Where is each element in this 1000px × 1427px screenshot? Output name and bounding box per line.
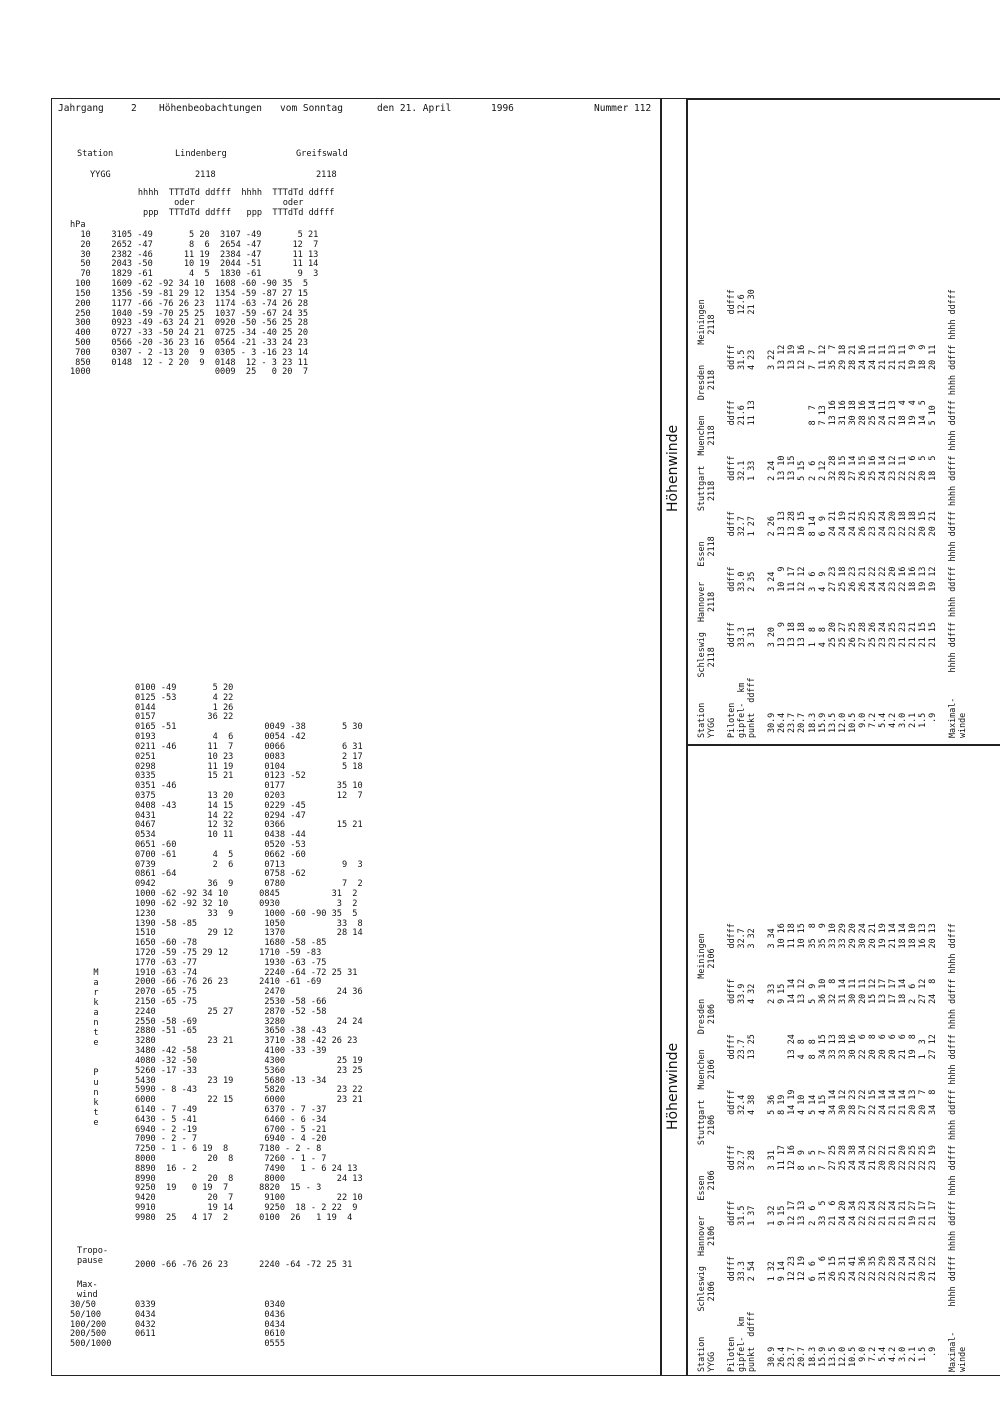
table-row: 2150 -65 -75 2530 -58 -66 xyxy=(135,997,327,1007)
table-row: 5260 -17 -33 5360 23 25 xyxy=(135,1065,363,1076)
maxwind-level: 100/200 xyxy=(70,1319,107,1330)
table-row: 2000 -66 -76 26 23 2410 -61 -69 xyxy=(135,977,322,988)
table-row: 1720 -59 -75 29 12 1710 -59 -83 xyxy=(135,947,322,958)
winds-section-divider xyxy=(686,744,1000,746)
table-row: 1650 -60 -78 1680 -58 -85 xyxy=(135,938,327,949)
maxwind-level: 50/100 xyxy=(70,1309,102,1320)
table-row: 0739 2 6 0713 9 3 xyxy=(135,859,363,870)
table-row: 1510 29 12 1370 28 14 xyxy=(135,928,363,939)
table-row: 0251 10 23 0083 2 17 xyxy=(135,751,363,762)
markante-letter: t xyxy=(93,1028,99,1038)
table-row: 6000 22 15 6000 23 21 xyxy=(135,1095,363,1106)
report-year: 1996 xyxy=(491,103,514,114)
table-row: 9420 20 7 9100 22 10 xyxy=(135,1193,363,1204)
table-row: 0351 -46 0177 35 10 xyxy=(135,781,363,792)
punkte-letter: P xyxy=(93,1068,99,1078)
table-row: 6140 - 7 -49 6370 - 7 -37 xyxy=(135,1104,327,1115)
hoehenwinde-label-lower: Höhenwinde xyxy=(665,1042,681,1130)
table-row: 0375 13 20 0203 12 7 xyxy=(135,790,363,801)
table-row: 5990 - 8 -43 5820 23 22 xyxy=(135,1085,363,1096)
table-row: 30 2382 -46 11 19 2384 -47 11 13 xyxy=(70,249,319,260)
yygg-greifswald: 2118 xyxy=(316,170,337,180)
report-day: vom Sonntag xyxy=(280,103,343,114)
maxwind-level: 200/500 xyxy=(70,1329,107,1340)
table-row: 200 1177 -66 -76 26 23 1174 -63 -74 26 28 xyxy=(70,298,308,309)
table-row: 0408 -43 14 15 0229 -45 xyxy=(135,800,306,811)
table-row: 250 1040 -59 -70 25 25 1037 -59 -67 24 35 xyxy=(70,308,308,319)
table-row: 7090 - 2 - 7 6940 - 4 -20 xyxy=(135,1134,327,1145)
table-row: 1230 33 9 1000 -60 -90 35 5 xyxy=(135,908,358,919)
hoehenwinde-label-upper: Höhenwinde xyxy=(665,424,681,512)
markante-label xyxy=(90,968,102,1048)
table-row: 0165 -51 0049 -38 5 30 xyxy=(135,722,363,733)
punkte-label xyxy=(90,1068,102,1128)
markante-letter: M xyxy=(93,968,99,978)
markante-letter: k xyxy=(93,998,99,1008)
report-number: Nummer 112 xyxy=(594,103,652,114)
markante-letter: a xyxy=(93,1008,99,1018)
table-row: 0157 36 22 xyxy=(135,712,234,723)
station-greifswald: Greifswald xyxy=(296,149,348,159)
table-row: 0144 1 26 xyxy=(135,702,234,713)
maxwind-level: 500/1000 xyxy=(70,1339,112,1350)
markante-letter: r xyxy=(93,988,99,998)
table-row: 1390 -58 -85 1050 33 8 xyxy=(135,918,363,929)
maxwind-row: 0432 0434 xyxy=(135,1319,286,1330)
table-row: 1000 -62 -92 34 10 0845 31 2 xyxy=(135,889,358,900)
table-row: 850 0148 12 - 2 20 9 0148 12 - 3 23 11 xyxy=(70,357,308,368)
table-row: 20 2652 -47 8 6 2654 -47 12 7 xyxy=(70,239,319,250)
table-row: 700 0307 - 2 -13 20 9 0305 - 3 -16 23 14 xyxy=(70,347,308,358)
upper-winds-table: Station Schleswig Hannover Essen Stuttgart Muenchen Dresden Meiningen YYGG 2118 2118 2118 2118 2118 2118 2118 Piloten ddfff ddfff ddfff ddfff ddfff ddfff ddfff gipfel- km 33.3 33.0 32.7 32.1 21.6 31.5 12.6 punkt ddfff 3 31 2 35 1 27 1 33 11 13 4 23 21 30 30.9 3 20 3 24 2 26 2 24 3 22 26.4 13 9 10 9 13 13 13 10 13 12 23.7 13 18 11 17 13 28 13 15 13 19 20.7 13 18 12 12 10 15 5 15 12 16 18.3 1 8 3 6 8 14 2 6 8 7 7 7 15.9 4 8 4 9 6 9 2 12 7 13 11 12 13.5 25 20 27 23 24 21 32 28 13 16 35 7 12.0 25 27 25 18 24 19 28 15 31 16 29 18 10.5 26 25 26 23 24 21 27 14 30 18 28 21 9.0 27 28 26 21 26 25 26 15 28 16 24 16 7.2 25 26 24 22 23 25 25 16 25 14 24 11 5.4 23 24 24 22 24 24 24 14 24 11 21 11 4.2 23 25 23 20 23 20 23 12 21 13 21 13 3.0 21 23 22 16 22 18 22 11 18 4 21 11 2.1 21 21 18 16 22 18 22 6 19 4 19 9 1.5 21 15 19 13 20 15 20 5 14 5 18 9 .9 21 15 19 12 20 21 18 5 5 10 20 11 Maximal- hhhh ddfff hhhh ddfff hhhh ddfff hhhh ddfff hhhh ddfff hhhh ddfff hhhh ddfff winde xyxy=(696,289,968,738)
table-row: 8890 16 - 2 7490 1 - 6 24 13 xyxy=(135,1163,358,1174)
report-title: Höhenbeobachtungen xyxy=(159,103,262,114)
label-strip-divider xyxy=(686,98,688,1376)
maxwind-row: 0555 xyxy=(135,1339,286,1350)
table-row: 5430 23 19 5680 -13 -34 xyxy=(135,1075,327,1086)
table-row: 500 0566 -20 -36 23 16 0564 -21 -33 24 23 xyxy=(70,337,308,348)
significant-points-table xyxy=(135,684,363,1224)
column-headers: hhhh TTTdTd ddfff hhhh TTTdTd ddfff oder oder ppp TTTdTd ddfff ppp TTTdTd ddfff xyxy=(137,188,335,218)
table-row: 70 1829 -61 4 5 1830 -61 9 3 xyxy=(70,269,319,280)
station-lindenberg: Lindenberg xyxy=(175,149,227,159)
table-row: 3480 -42 -58 4100 -33 -39 xyxy=(135,1046,327,1057)
punkte-letter: k xyxy=(93,1098,99,1108)
maxwind-row: 0611 0610 xyxy=(135,1329,286,1340)
markante-letter: e xyxy=(93,1038,99,1048)
table-row: 300 0923 -49 -63 24 21 0920 -50 -56 25 28 xyxy=(70,318,308,329)
punkte-letter: e xyxy=(93,1118,99,1128)
maxwind-level: 30/50 xyxy=(70,1300,96,1310)
punkte-letter: t xyxy=(93,1108,99,1118)
table-row: 2070 -65 -75 2470 24 36 xyxy=(135,987,363,998)
maxwind-row: 0339 0340 xyxy=(135,1300,286,1310)
table-row: 0942 36 9 0780 7 2 xyxy=(135,879,363,890)
table-row: 8990 20 8 8000 24 13 xyxy=(135,1173,363,1184)
maxwind-levels xyxy=(70,1301,111,1350)
table-row: 10 3105 -49 5 20 3107 -49 5 21 xyxy=(70,230,319,240)
jahrgang-label: Jahrgang xyxy=(58,103,104,114)
table-row: 100 1609 -62 -92 34 10 1608 -60 -90 35 5 xyxy=(70,279,308,290)
table-row: 400 0727 -33 -50 24 21 0725 -34 -40 25 20 xyxy=(70,328,308,339)
table-row: 4080 -32 -50 4300 25 19 xyxy=(135,1055,363,1066)
punkte-letter: u xyxy=(93,1078,99,1088)
table-row: 0335 15 21 0123 -52 xyxy=(135,771,306,782)
table-row: 0467 12 32 0366 15 21 xyxy=(135,820,363,831)
table-row: 2240 25 27 2870 -52 -58 xyxy=(135,1006,327,1017)
table-row: 0861 -64 0758 -62 xyxy=(135,869,306,880)
maxwind-label: Max- wind xyxy=(77,1280,98,1300)
lower-winds-table: Station Schleswig Hannover Essen Stuttgart Muenchen Dresden Meiningen YYGG 2106 2106 2106 2106 2106 2106 2106 Piloten ddfff ddfff ddfff ddfff ddfff ddfff ddfff gipfel- km 33.3 31.5 32.7 32.4 23.7 33.9 32.7 punkt ddfff 2 54 1 37 3 28 4 38 13 25 4 32 3 32 30.9 1 32 1 32 3 31 5 36 2 33 3 34 26.4 9 14 9 15 11 17 8 19 9 15 10 16 23.7 12 23 12 17 12 16 14 19 13 24 14 14 11 18 20.7 12 19 13 13 8 9 4 10 4 8 13 12 10 15 18.3 6 6 2 6 5 5 5 14 8 8 5 9 35 8 15.9 31 6 33 5 7 7 4 15 34 15 36 10 35 9 13.5 26 15 21 6 27 25 34 14 33 13 32 8 33 10 12.0 25 31 24 20 25 28 30 12 33 18 31 14 33 29 10.5 24 41 24 34 24 38 28 23 30 16 30 11 29 20 9.0 22 36 22 23 24 34 27 22 22 6 20 11 30 24 7.2 22 35 22 24 21 22 22 15 20 8 15 12 20 21 5.4 22 29 21 22 20 22 24 14 20 6 13 17 19 19 4.2 22 28 21 24 20 21 21 14 20 6 17 17 21 14 3.0 22 24 21 21 22 20 21 14 21 6 18 14 18 14 2.1 21 24 19 27 22 25 20 13 19 8 2 6 18 10 1.5 20 22 21 17 22 25 20 7 1 3 27 12 16 13 .9 21 22 21 17 23 19 34 8 27 12 24 8 20 13 Maximal- hhhh ddfff hhhh ddfff hhhh ddfff hhhh ddfff hhhh ddfff hhhh ddfff hhhh ddfff winde xyxy=(696,923,968,1372)
table-row: 8000 20 8 7260 - 1 - 7 xyxy=(135,1154,327,1164)
table-row: 9250 19 0 19 7 8820 15 - 3 xyxy=(135,1183,322,1194)
table-row: 0700 -61 4 5 0662 -60 xyxy=(135,849,306,860)
maxwind-row: 0434 0436 xyxy=(135,1309,286,1320)
left-panel-divider xyxy=(660,98,662,1376)
yygg-lindenberg: 2118 xyxy=(195,170,216,180)
table-row: 2550 -58 -69 3280 24 24 xyxy=(135,1016,363,1027)
table-row: 7250 - 1 - 6 19 8 7180 - 2 - 8 xyxy=(135,1144,322,1155)
maxwind-values xyxy=(135,1301,285,1350)
table-row: 50 2043 -50 10 19 2044 -51 11 14 xyxy=(70,259,319,270)
yygg-label: YYGG xyxy=(90,170,111,180)
table-row: 9910 19 14 9250 18 - 2 22 9 xyxy=(135,1203,358,1214)
table-row: 1090 -62 -92 32 10 0930 3 2 xyxy=(135,898,358,909)
table-row: 0651 -60 0520 -53 xyxy=(135,840,306,850)
markante-letter: n xyxy=(93,1018,99,1028)
standard-levels-table xyxy=(70,231,318,378)
table-row: 0193 4 6 0054 -42 xyxy=(135,732,306,743)
table-row: 0534 10 11 0438 -44 xyxy=(135,830,306,841)
table-row: 6430 - 5 -41 6460 - 6 -34 xyxy=(135,1114,327,1125)
table-row: 3280 23 21 3710 -38 -42 26 23 xyxy=(135,1036,358,1047)
table-row: 1910 -63 -74 2240 -64 -72 25 31 xyxy=(135,967,358,978)
table-row: 0298 11 19 0104 5 18 xyxy=(135,761,363,772)
station-label: Station xyxy=(77,149,114,159)
table-row: 2880 -51 -65 3650 -38 -43 xyxy=(135,1026,327,1037)
table-row: 0211 -46 11 7 0066 6 31 xyxy=(135,741,363,752)
table-row: 1000 0009 25 0 20 7 xyxy=(70,367,308,378)
tropopause-label: Tropo- pause xyxy=(77,1246,109,1266)
markante-letter: a xyxy=(93,978,99,988)
top-right-rule xyxy=(686,98,1000,100)
table-row: 0100 -49 5 20 xyxy=(135,683,234,693)
table-row: 0125 -53 4 22 xyxy=(135,692,234,703)
table-row: 0431 14 22 0294 -47 xyxy=(135,810,306,821)
tropopause-row: 2000 -66 -76 26 23 2240 -64 -72 25 31 xyxy=(135,1260,353,1270)
table-row: 150 1356 -59 -81 29 12 1354 -59 -87 27 15 xyxy=(70,288,308,299)
table-row: 9980 25 4 17 2 0100 26 1 19 4 xyxy=(135,1212,353,1223)
table-row: 6940 - 2 -19 6700 - 5 -21 xyxy=(135,1124,327,1135)
jahrgang-value: 2 xyxy=(131,103,137,114)
punkte-letter: n xyxy=(93,1088,99,1098)
table-row: 1770 -63 -77 1930 -63 -75 xyxy=(135,957,327,968)
report-date: den 21. April xyxy=(377,103,452,114)
hpa-label: hPa xyxy=(70,220,86,230)
